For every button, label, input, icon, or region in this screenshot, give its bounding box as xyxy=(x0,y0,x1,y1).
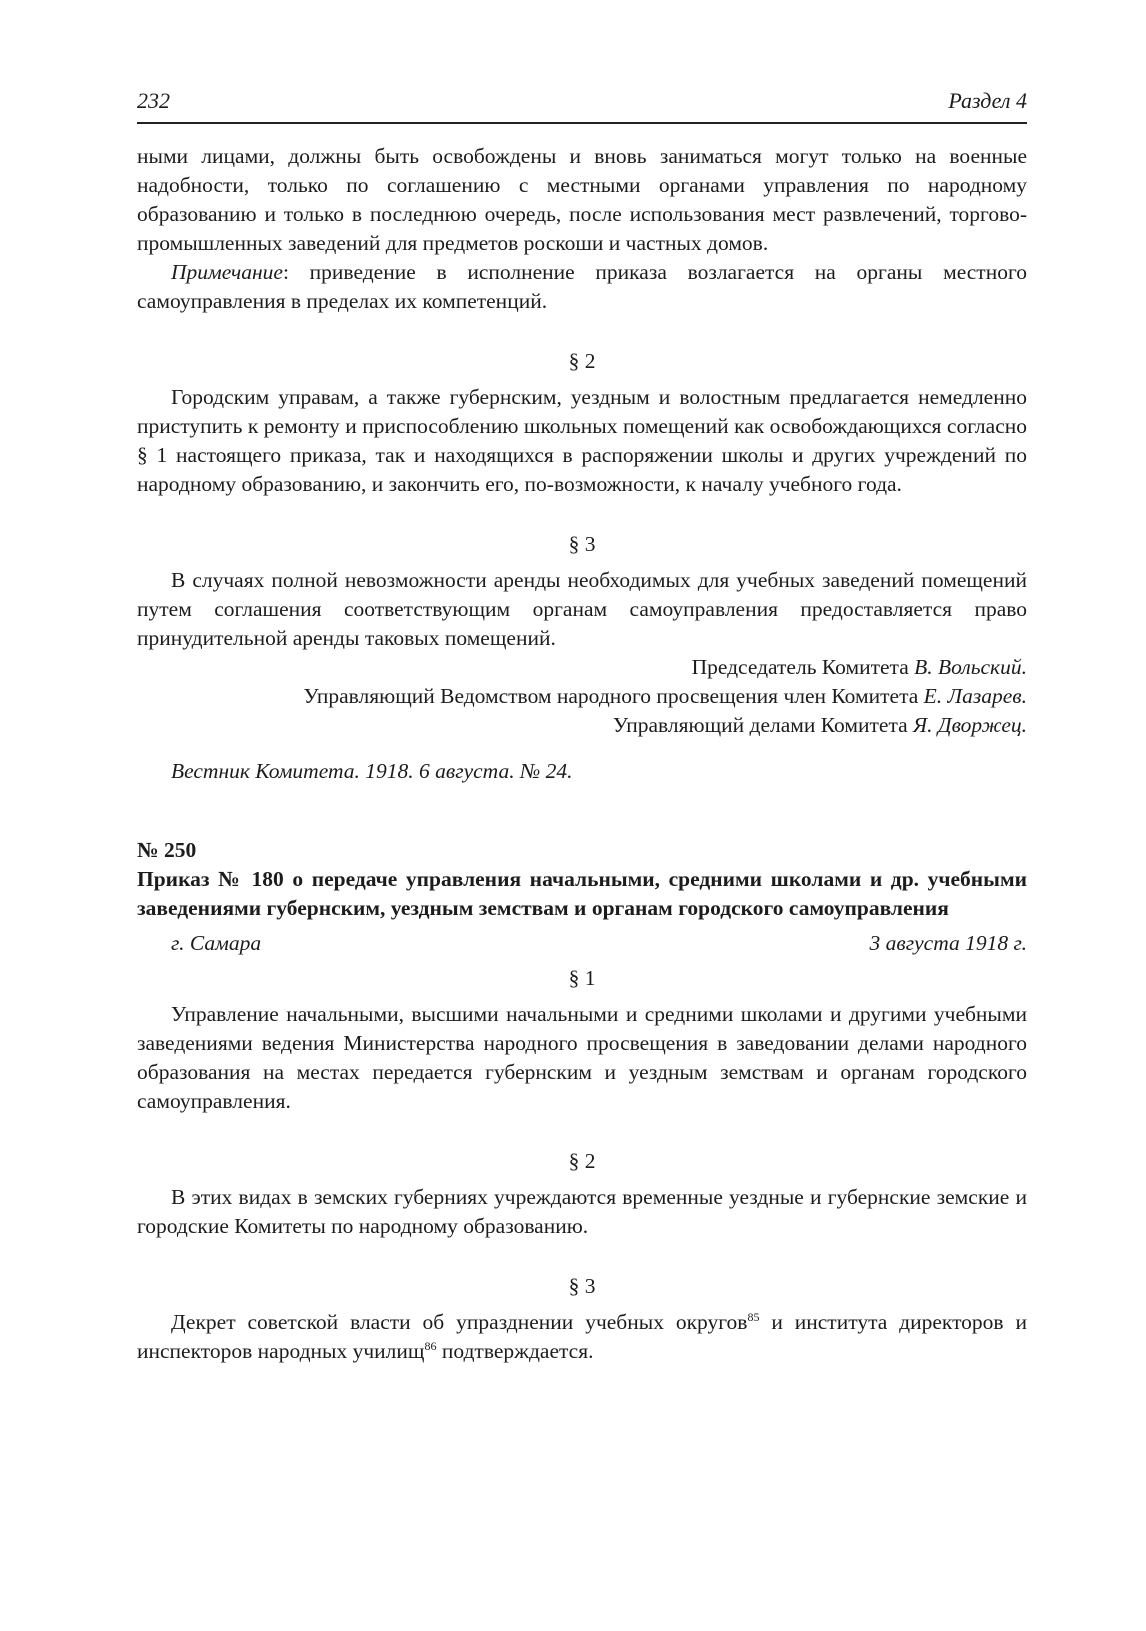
section-heading: § 3 xyxy=(568,1274,596,1298)
section-paragraph: Декрет советской власти об упразднении учебных округов$^{85}$ и института директоров и инспекторов народных училищ$^{86}$ подтверждается. xyxy=(137,1309,1027,1363)
document-title: Приказ № 180 о передаче управления начальными, средними школами и др. учебными заведениями губернским, уездным земствам и органам городского самоуправления xyxy=(137,867,1027,920)
section-paragraph: В случаях полной невозможности аренды необходимых для учебных заведений помещений путем соглашения соответствующим органам самоуправления предоставляется право принудительной аренды таковых помещений. xyxy=(137,568,1027,650)
document-place: г. Самара xyxy=(171,931,262,955)
section-heading: § 3 xyxy=(568,532,596,556)
section-title: Раздел 4 xyxy=(948,88,1027,113)
note-text: : приведение в исполнение приказа возлагается на органы местного самоуправления в пределах их компетенций. xyxy=(137,260,1027,313)
document-page xyxy=(137,88,1027,1366)
page-number: 232 xyxy=(137,88,170,113)
section-paragraph: Управление начальными, высшими начальными и средними школами и другими учебными заведениями ведения Министерства народного просвещения в заведовании делами народного образования на местах передается губернским и уездным земствам и органам городского самоуправления. xyxy=(137,1002,1027,1113)
document-date: 3 августа 1918 г. xyxy=(869,931,1027,955)
signature-line: Председатель Комитета В. Вольский. xyxy=(691,655,1027,679)
note-paragraph xyxy=(137,258,1027,316)
running-header xyxy=(137,88,1027,124)
section-heading: § 2 xyxy=(568,349,596,373)
section-heading: § 1 xyxy=(568,966,596,990)
signature-line: Управляющий делами Комитета Я. Дворжец. xyxy=(612,713,1027,737)
continued-paragraph: ными лицами, должны быть освобождены и вновь заниматься могут только на военные надобности, только по соглашению с местными органами управления по народному образованию и только в последнюю очередь, после использования мест развлечений, торгово-промышленных заведений для предметов роскоши и частных домов. xyxy=(137,144,1027,255)
section-heading: § 2 xyxy=(568,1149,596,1173)
note-label: Примечание xyxy=(171,260,283,284)
footnote-ref[interactable]: 85 xyxy=(747,1309,760,1324)
section-paragraph: В этих видах в земских губерниях учреждаются временные уездные и губернские земские и городские Комитеты по народному образованию. xyxy=(137,1185,1027,1238)
source-citation: Вестник Комитета. 1918. 6 августа. № 24. xyxy=(171,759,573,783)
footnote-ref[interactable]: 86 xyxy=(424,1338,437,1353)
signature-line: Управляющий Ведомством народного просвещения член Комитета Е. Лазарев. xyxy=(303,684,1027,708)
section-paragraph: Городским управам, а также губернским, уездным и волостным предлагается немедленно приступить к ремонту и приспособлению школьных помещений как освобождающихся согласно § 1 настоящего приказа, так и находящихся в распоряжении школы и других учреждений по народному образованию, и закончить его, по-возможности, к началу учебного года. xyxy=(137,385,1027,496)
place-date-line xyxy=(137,929,1027,958)
document-number: № 250 xyxy=(137,838,197,862)
page-content xyxy=(137,142,1027,1366)
